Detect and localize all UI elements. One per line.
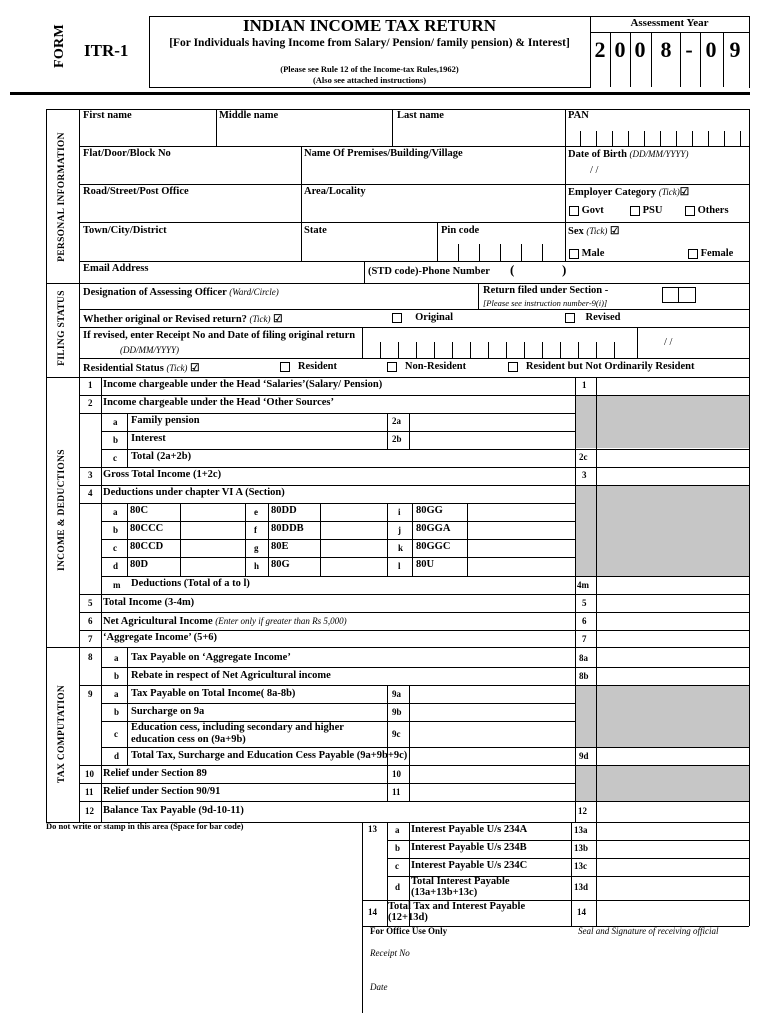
sub-letter: k (398, 543, 404, 553)
year-digit: - (685, 37, 693, 62)
sub-letter: c (113, 453, 117, 463)
row-code: 5 (582, 598, 587, 608)
instructions-note: (Also see attached instructions) (312, 75, 427, 85)
ded-80ddb: 80DDB (271, 523, 304, 534)
female-option[interactable]: Female (688, 248, 733, 260)
year-digit: 0 (614, 37, 626, 62)
interest-234c-label: Interest Payable U/s 234C (411, 860, 528, 871)
sub-letter: m (113, 580, 121, 590)
total-tax-interest-label-2: (12+13d) (388, 912, 428, 923)
sub-letter: b (113, 525, 119, 535)
residential-status-label: Residential Status (Tick) ☑ (83, 363, 200, 374)
row-code: 13b (574, 843, 589, 853)
total-tax-interest-label-1: Total Tax and Interest Payable (388, 901, 526, 912)
row-code: 4m (577, 580, 589, 590)
balance-tax-label: Balance Tax Payable (9d-10-11) (103, 805, 244, 816)
sub-letter: a (395, 825, 400, 835)
tick-icon: ☑ (679, 187, 690, 198)
sub-letter: f (254, 525, 257, 535)
others-option[interactable]: Others (685, 205, 729, 217)
line-number: 3 (88, 470, 93, 480)
rnor-checkbox[interactable] (508, 362, 518, 372)
others-checkbox[interactable] (685, 206, 695, 216)
form-word: FORM (52, 24, 67, 68)
first-name-label: First name (83, 110, 132, 121)
shaded-block (575, 395, 749, 448)
town-label: Town/City/District (83, 225, 167, 236)
row-code: 6 (582, 616, 587, 626)
row-code: 9a (392, 689, 401, 699)
row-code: 11 (392, 787, 401, 797)
section-personal-information: PERSONAL INFORMATION (57, 132, 67, 262)
education-cess-label-2: education cess on (9a+9b) (131, 734, 246, 745)
state-label: State (304, 225, 327, 236)
line-number: 6 (88, 616, 93, 626)
rnor-option[interactable]: Resident but Not Ordinarily Resident (508, 361, 694, 373)
row-code: 2b (392, 434, 402, 444)
employer-category-label: Employer Category (Tick)☑ (568, 187, 690, 198)
line-number: 13 (368, 824, 377, 834)
sub-letter: d (395, 882, 401, 892)
govt-checkbox[interactable] (569, 206, 579, 216)
form-subtitle: [For Individuals having Income from Salary/ Pension/ family pension) & Interest] (169, 37, 570, 49)
resident-option[interactable]: Resident (280, 361, 337, 373)
email-label: Email Address (83, 263, 149, 274)
sub-letter: a (114, 689, 119, 699)
tick-icon: ☑ (610, 226, 620, 237)
deductions-label: Deductions under chapter VI A (Section) (103, 487, 285, 498)
sub-letter: b (113, 435, 119, 445)
total-tax-label: Total Tax, Surcharge and Education Cess Payable (9a+9b+9c) (131, 750, 408, 761)
date-label: Date (370, 982, 388, 992)
office-use-label: For Office Use Only (370, 926, 448, 936)
ded-80u: 80U (416, 559, 435, 570)
ded-80dd: 80DD (271, 505, 297, 516)
row-code: 9c (392, 729, 401, 739)
rebate-agri-label: Rebate in respect of Net Agricultural income (131, 670, 331, 681)
relief-89-label: Relief under Section 89 (103, 768, 207, 779)
total-interest-label-2: (13a+13b+13c) (411, 887, 478, 898)
row-code: 3 (582, 470, 587, 480)
tax-total-income-label: Tax Payable on Total Income( 8a-8b) (131, 688, 296, 699)
shaded-block (575, 485, 749, 576)
section-tax-computation: TAX COMPUTATION (57, 684, 67, 784)
sub-letter: d (114, 751, 120, 761)
return-section-note: [Please see instruction number-9(i)] (483, 298, 608, 308)
sub-letter: a (113, 507, 118, 517)
male-option[interactable]: Male (569, 248, 604, 260)
revised-date-format: (DD/MM/YYYY) (120, 345, 180, 355)
seal-signature-label: Seal and Signature of receiving official (578, 926, 719, 936)
ded-80d: 80D (130, 559, 149, 570)
interest-234b-label: Interest Payable U/s 234B (411, 842, 527, 853)
assessing-officer-label: Designation of Assessing Officer (Ward/Circle) (83, 287, 279, 298)
dob-label: Date of Birth (DD/MM/YYYY) (568, 149, 689, 160)
sex-label: Sex (Tick) ☑ (568, 226, 620, 237)
income-other-sources-label: Income chargeable under the Head ‘Other Sources’ (103, 397, 334, 408)
section-code-box[interactable] (662, 287, 696, 303)
line-number: 10 (85, 769, 94, 779)
psu-option[interactable]: PSU (630, 205, 662, 217)
rule-note: (Please see Rule 12 of the Income-tax Rules,1962) (280, 64, 459, 74)
net-agri-income-label: Net Agricultural Income (Enter only if greater than Rs 5,000) (103, 616, 347, 627)
row-code: 2a (392, 416, 401, 426)
ded-80gg: 80GG (416, 505, 443, 516)
row-code: 8b (579, 671, 589, 681)
line-number: 1 (88, 380, 93, 390)
row-code: 14 (577, 907, 586, 917)
sub-letter: c (114, 729, 118, 739)
line-number: 14 (368, 907, 377, 917)
barcode-note: Do not write or stamp in this area (Space for bar code) (46, 821, 244, 831)
receipt-no-label: Receipt No (370, 948, 410, 958)
ded-80ggc: 80GGC (416, 541, 451, 552)
male-checkbox[interactable] (569, 249, 579, 259)
premises-label: Name Of Premises/Building/Village (304, 148, 463, 159)
tick-icon: ☑ (273, 314, 283, 325)
phone-label: (STD code)-Phone Number (368, 266, 490, 277)
interest-label: Interest (131, 433, 166, 444)
flat-label: Flat/Door/Block No (83, 148, 171, 159)
row-code: 1 (582, 380, 587, 390)
sub-letter: e (254, 507, 258, 517)
ded-80ccc: 80CCC (130, 523, 164, 534)
area-label: Area/Locality (304, 186, 366, 197)
sub-letter: i (398, 507, 401, 517)
shaded-block (575, 685, 749, 747)
education-cess-label-1: Education cess, including secondary and higher (131, 722, 344, 733)
last-name-label: Last name (397, 110, 444, 121)
female-checkbox[interactable] (688, 249, 698, 259)
original-checkbox[interactable] (392, 313, 402, 323)
revised-checkbox[interactable] (565, 313, 575, 323)
revised-option[interactable]: Revised (565, 312, 621, 324)
row-code: 9d (579, 751, 589, 761)
section-income-deductions: INCOME & DEDUCTIONS (57, 449, 67, 571)
year-digit: 2 (594, 37, 606, 62)
govt-option[interactable]: Govt (569, 205, 604, 217)
phone-open-paren: ( (510, 262, 515, 277)
interest-234a-label: Interest Payable U/s 234A (411, 824, 528, 835)
ded-80e: 80E (271, 541, 289, 552)
year-digit: 8 (660, 37, 672, 62)
ded-80g: 80G (271, 559, 290, 570)
pan-label: PAN (568, 110, 589, 121)
section-filing-status: FILING STATUS (57, 290, 67, 366)
sub-letter: a (114, 653, 119, 663)
total-income-label: Total Income (3-4m) (103, 597, 195, 608)
sub-letter: g (254, 543, 259, 553)
revised-detail-label: If revised, enter Receipt No and Date of filing original return (83, 330, 356, 341)
phone-close-paren: ) (562, 262, 567, 277)
year-digit: 0 (705, 37, 717, 62)
aggregate-income-label: ‘Aggregate Income’ (5+6) (103, 632, 218, 643)
ded-80gga: 80GGA (416, 523, 451, 534)
year-digit: 0 (634, 37, 646, 62)
ded-80c: 80C (130, 505, 149, 516)
gross-total-label: Gross Total Income (1+2c) (103, 469, 222, 480)
road-label: Road/Street/Post Office (83, 186, 189, 197)
assessment-year-label: Assessment Year (630, 17, 709, 29)
row-code: 8a (579, 653, 588, 663)
income-salary-label: Income chargeable under the Head ‘Salaries’(Salary/ Pension) (103, 379, 383, 390)
row-code: 13c (574, 861, 587, 871)
shaded-block (575, 765, 749, 801)
row-code: 9b (392, 707, 402, 717)
row-code: 7 (582, 634, 587, 644)
total-2a2b-label: Total (2a+2b) (131, 451, 192, 462)
form-title: INDIAN INCOME TAX RETURN (243, 16, 496, 35)
row-code: 13d (574, 882, 589, 892)
revised-date-slashes: / / (664, 337, 673, 348)
relief-90-91-label: Relief under Section 90/91 (103, 786, 221, 797)
sub-letter: b (114, 707, 120, 717)
deductions-total-label: Deductions (Total of a to l) (131, 578, 250, 589)
original-revised-label: Whether original or Revised return? (Tick) ☑ (83, 314, 283, 325)
sub-letter: d (113, 561, 119, 571)
line-number: 8 (88, 652, 93, 662)
row-code: 10 (392, 769, 401, 779)
sub-letter: a (113, 417, 118, 427)
line-number: 12 (85, 806, 94, 816)
total-interest-label-1: Total Interest Payable (411, 876, 510, 887)
psu-checkbox[interactable] (630, 206, 640, 216)
non-resident-checkbox[interactable] (387, 362, 397, 372)
row-code: 12 (578, 806, 587, 816)
tax-aggregate-label: Tax Payable on ‘Aggregate Income’ (131, 652, 291, 663)
line-number: 4 (88, 488, 93, 498)
family-pension-label: Family pension (131, 415, 200, 426)
pin-label: Pin code (441, 225, 480, 236)
sub-letter: b (114, 671, 120, 681)
ded-80ccd: 80CCD (130, 541, 164, 552)
form-header (0, 0, 768, 96)
middle-name-label: Middle name (219, 110, 279, 121)
sub-letter: c (113, 543, 117, 553)
sub-letter: b (395, 843, 401, 853)
form-code: ITR-1 (84, 41, 129, 60)
line-number: 9 (88, 689, 93, 699)
original-option[interactable]: Original (392, 312, 453, 324)
return-section-label: Return filed under Section - (483, 285, 609, 296)
sub-letter: h (254, 561, 260, 571)
line-number: 11 (85, 787, 94, 797)
row-code: 2c (579, 452, 588, 462)
line-number: 7 (88, 634, 93, 644)
tick-icon: ☑ (190, 363, 200, 374)
resident-checkbox[interactable] (280, 362, 290, 372)
line-number: 5 (88, 598, 93, 608)
non-resident-option[interactable]: Non-Resident (387, 361, 466, 373)
sub-letter: l (398, 561, 401, 571)
row-code: 13a (574, 825, 588, 835)
sub-letter: j (398, 525, 401, 535)
line-number: 2 (88, 398, 93, 408)
surcharge-label: Surcharge on 9a (131, 706, 205, 717)
dob-slashes: / / (590, 165, 599, 176)
year-digit: 9 (729, 37, 741, 62)
sub-letter: c (395, 861, 399, 871)
